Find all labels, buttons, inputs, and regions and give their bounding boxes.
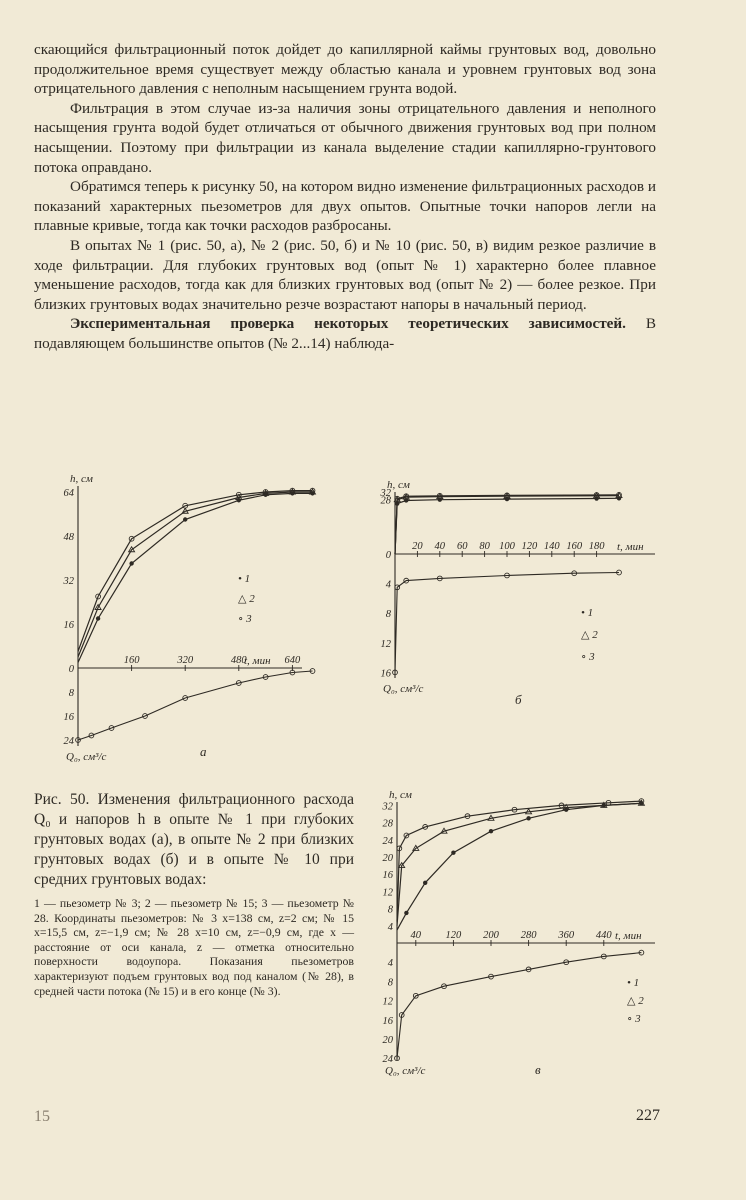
x-tick-label: 280 [520, 930, 537, 941]
legend-entry: ∘ 3 [238, 613, 252, 625]
figure-a [40, 472, 340, 772]
data-point [526, 816, 530, 820]
legend-entry: △ 2 [627, 995, 644, 1007]
y-tick-label: 24 [382, 835, 393, 847]
x-tick-label: 180 [588, 541, 605, 552]
y-axis-label-top: h, см [70, 473, 93, 485]
x-tick-label: 120 [521, 541, 538, 552]
x-tick-label: 640 [284, 655, 301, 666]
data-point [129, 561, 133, 565]
page-margin-mark: 15 [34, 1108, 50, 1125]
y-tick-label: 32 [63, 576, 74, 587]
data-point [404, 911, 408, 915]
x-axis-label: t, мин [244, 655, 271, 667]
y-tick-label: 64 [63, 488, 74, 499]
x-tick-label: 40 [434, 541, 446, 552]
x-tick-label: 140 [543, 541, 560, 552]
legend-entry: • 1 [627, 977, 640, 989]
y-tick-label: 16 [380, 668, 391, 680]
head-curve-1 [78, 493, 313, 662]
legend-entry: • 1 [238, 573, 251, 585]
discharge-curve [397, 953, 641, 1059]
legend-entry: △ 2 [581, 629, 598, 641]
x-tick-label: 100 [499, 541, 515, 552]
data-point [451, 851, 455, 855]
x-axis-label: t, мин [615, 930, 642, 942]
data-point [183, 517, 187, 521]
panel-label: б [515, 692, 522, 707]
page-number: 227 [636, 1107, 660, 1124]
y-tick-label: 20 [382, 1035, 393, 1046]
y-tick-label: 12 [380, 638, 391, 650]
x-tick-label: 120 [445, 930, 462, 941]
legend-entry: • 1 [581, 607, 594, 619]
y-tick-label: 16 [63, 712, 74, 723]
paragraph-2: Фильтрация в этом случае из-за наличия зоны отрицательного давления и неполного насыщения грунта водой будет отличаться от обычного движения грунтовых вод при полном насыщении. Поэтому при фильтрации из канала выделение стадии капиллярно-грунтового потока оправдано. [34, 99, 656, 176]
y-tick-label: 12 [382, 887, 393, 899]
data-point [237, 498, 241, 502]
caption-notes: 1 — пьезометр № 3; 2 — пьезометр № 15; 3 — пьезометр № 28. Координаты пьезометров: № 3 x=138 см, z=2 см; № 15 x=15,5 см, z=−1,9 см; № 28 x=10 см, z=−0,9 см, где x — расстояние от оси канала, z — отметка относительно поверхности водоупора. Показания пьезометров характеризуют подъем грунтовых вод под каналом (№ 28), в средней части потока (№ 15) и в его конце (№ 3). [34, 896, 354, 998]
paragraph-5 [34, 314, 656, 353]
y-tick-label: 8 [387, 904, 393, 916]
head-curve-3 [397, 801, 641, 921]
x-tick-label: 80 [479, 541, 490, 552]
body-text [34, 40, 656, 354]
y-tick-label: 20 [382, 853, 393, 864]
y-tick-label: 12 [382, 996, 393, 1008]
x-tick-label: 480 [230, 655, 247, 666]
y-tick-label: 48 [63, 532, 74, 543]
y-tick-label: 4 [387, 921, 393, 933]
x-tick-label: 160 [566, 541, 583, 552]
x-tick-label: 320 [177, 655, 194, 666]
x-tick-label: 20 [412, 541, 423, 552]
section-heading: Экспериментальная проверка некоторых теоретических зависимостей. [70, 315, 626, 333]
y-tick-label: 8 [68, 688, 74, 699]
y-axis-label-bottom: Q₀, см³/с [385, 1065, 426, 1077]
y-axis-label-bottom: Q₀, см³/с [383, 683, 424, 695]
x-tick-label: 200 [483, 930, 499, 941]
y-tick-label: 24 [63, 736, 74, 747]
legend-entry: ∘ 3 [627, 1013, 641, 1025]
y-tick-label: 16 [382, 1015, 393, 1027]
paragraph-5-text: В подавляющем большинстве опытов (№ 2...14) наблюда- [34, 315, 656, 352]
y-tick-label: 8 [387, 977, 393, 989]
y-tick-label: 32 [380, 487, 391, 499]
x-tick-label: 60 [456, 541, 468, 552]
paragraph-4: В опытах № 1 (рис. 50, а), № 2 (рис. 50, б) и № 10 (рис. 50, в) видим резкое различие в ходе фильтрации. Для глубоких грунтовых вод (опыт № 1) характерно более плавное уменьшение расходов, тогда как для близких грунтовых вод (опыт № 2) — более резкое. При близких грунтовых водах значительно резче возрастают напоры в начальный период. [34, 236, 656, 313]
y-tick-label: 24 [382, 1054, 393, 1066]
figure-c [355, 778, 675, 1088]
legend-entry: ∘ 3 [581, 651, 595, 663]
y-tick-label: 28 [380, 495, 391, 507]
y-tick-label: 16 [382, 870, 393, 882]
y-tick-label: 0 [385, 550, 391, 561]
panel-label: в [535, 1062, 541, 1077]
y-tick-label: 0 [68, 664, 74, 675]
y-tick-label: 28 [382, 818, 393, 830]
x-tick-label: 440 [595, 930, 612, 941]
data-point [489, 829, 493, 833]
figure-b [355, 466, 675, 716]
head-curve-3 [78, 491, 313, 652]
y-tick-label: 8 [385, 609, 391, 621]
paragraph-1: скающийся фильтрационный поток дойдет до капиллярной каймы грунтовых вод, довольно продолжительное время существует между областью канала и уровнем грунтовых вод зона отрицательного давления с неполным насыщением грунта водой. [34, 41, 656, 98]
y-tick-label: 16 [63, 620, 74, 631]
y-tick-label: 32 [382, 801, 393, 813]
x-tick-label: 160 [123, 655, 140, 666]
x-axis-label: t, мин [617, 541, 644, 553]
caption-title: Рис. 50. Изменения фильтрационного расхода Q₀ и напоров h в опыте № 1 при глубоких грунтовых водах (а), в опыте № 2 при близких грунтовых водах (б) и в опыте № 10 при средних грунтовых водах: [34, 791, 354, 888]
data-point [96, 616, 100, 620]
y-axis-label-bottom: Q₀, см³/с [66, 751, 107, 763]
x-tick-label: 40 [410, 930, 422, 941]
figure-caption [34, 790, 354, 998]
data-point [423, 881, 427, 885]
panel-label: а [200, 744, 207, 759]
y-axis-label-top: h, см [387, 479, 410, 491]
y-tick-label: 4 [387, 958, 393, 970]
legend-entry: △ 2 [238, 593, 255, 605]
head-curve-2 [78, 492, 313, 657]
x-tick-label: 360 [558, 930, 575, 941]
y-tick-label: 4 [385, 579, 391, 591]
head-curve-1 [397, 803, 641, 930]
y-axis-label-top: h, см [389, 789, 412, 801]
paragraph-3: Обратимся теперь к рисунку 50, на котором видно изменение фильтрационных расходов и показаний характерных пьезометров для двух опытов. Опытные точки напоров легли на плавные кривые, тогда как точки расходов разбросаны. [34, 178, 656, 235]
